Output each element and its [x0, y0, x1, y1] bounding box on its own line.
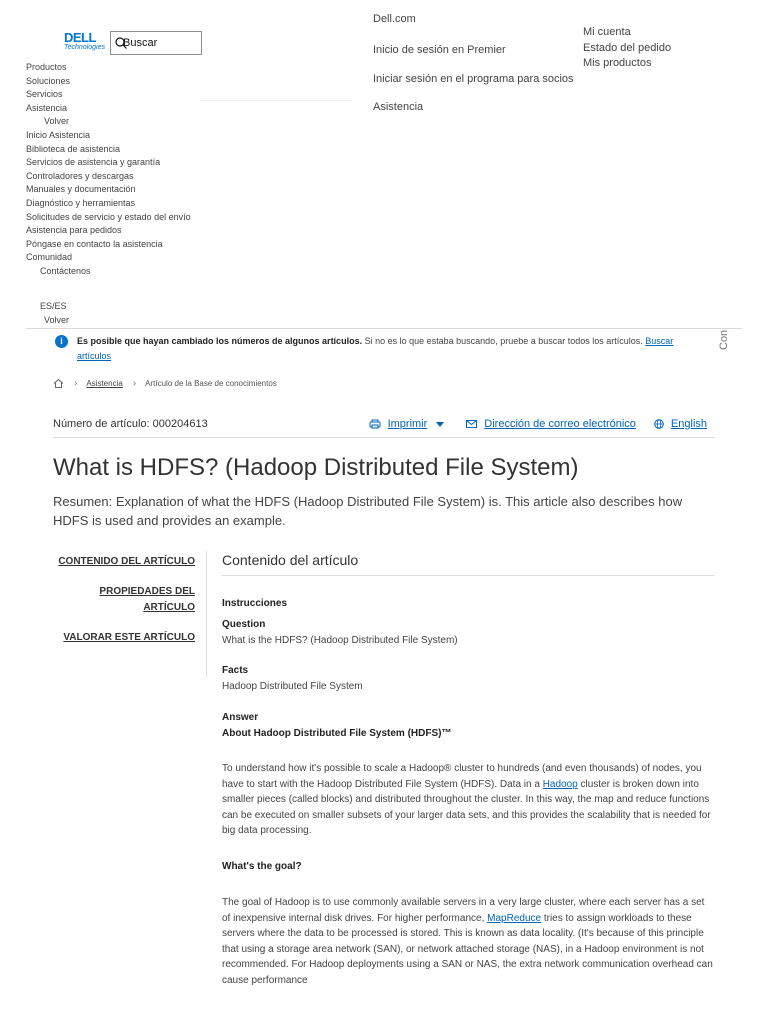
language-button[interactable] [654, 418, 707, 430]
notice-banner [53, 334, 703, 364]
breadcrumb-support[interactable]: Asistencia [86, 379, 123, 388]
paragraph-2 [222, 895, 714, 988]
print-button[interactable] [369, 418, 428, 430]
notice-text [53, 334, 703, 364]
search-input[interactable] [123, 35, 199, 51]
top-cut-link[interactable]: Dell.com [373, 14, 416, 24]
mapreduce-link[interactable]: MapReduce [487, 912, 542, 924]
goal-heading: What's the goal? [222, 861, 302, 872]
nav-contact-us[interactable]: Contáctenos [40, 265, 91, 276]
nav-support-home[interactable]: Inicio Asistencia [26, 129, 91, 140]
faint-divider [200, 100, 352, 101]
nav-services[interactable]: Servicios [26, 89, 63, 100]
brand-sub: Technologies [64, 44, 105, 51]
main-nav [26, 61, 191, 279]
nav-support-services[interactable]: Servicios de asistencia y garantía [26, 157, 161, 168]
order-status-link[interactable]: Estado del pedido [583, 41, 672, 54]
locale-selector[interactable]: ES/ES [40, 301, 67, 311]
p1-text-a: To understand how it's possible to scale a Hadoop® cluster to hundreds (and even thousands) of nodes, you have to start with the Hadoop Distributed File System (HDFS). Data in a [222, 763, 702, 790]
nav-manuals[interactable]: Manuales y documentación [26, 184, 136, 195]
support-link[interactable]: Asistencia [373, 101, 424, 113]
p2-text-a: The goal of Hadoop is to use commonly available servers in a very large cluster, where each server has a set of inexpensive internal disk drives. For higher performance, [222, 897, 705, 924]
email-button[interactable] [466, 418, 636, 430]
article-meta-bar [53, 418, 715, 438]
question-text: What is the HDFS? (Hadoop Distributed File System) [222, 634, 458, 646]
nav-community[interactable]: Comunidad [26, 252, 73, 263]
nav-support-library[interactable]: Biblioteca de asistencia [26, 143, 121, 154]
article-actions [369, 418, 707, 430]
answer-heading: Answer [222, 712, 259, 723]
mail-icon [466, 420, 477, 428]
facts-block [222, 663, 714, 694]
side-tab-label: Con [718, 329, 730, 350]
hadoop-link[interactable]: Hadoop [542, 778, 578, 790]
nav-order-support[interactable]: Asistencia para pedidos [26, 225, 122, 236]
premier-signin-link[interactable]: Inicio de sesión en Premier [373, 44, 506, 56]
nav-drivers[interactable]: Controladores y descargas [26, 170, 134, 181]
article-summary: Resumen: Explanation of what the HDFS (Hadoop Distributed File System) is. This article also describes how HDFS is used and provides an example. [53, 494, 683, 528]
caret-down-icon[interactable] [436, 422, 444, 427]
article-content [222, 550, 714, 986]
my-account-link[interactable]: Mi cuenta [583, 26, 631, 38]
search-all-articles-link[interactable]: Buscar artículos [77, 336, 674, 361]
nav-back[interactable]: Volver [44, 116, 70, 127]
nav-contact-support[interactable]: Póngase en contacto la asistencia [26, 238, 163, 249]
dell-logo[interactable] [64, 32, 106, 54]
content-heading: Contenido del artículo [222, 550, 714, 576]
p1-text-b: cluster is broken down into smaller pieces (called blocks) and distributed throughout the cluster. In this way, the map and reduce functions can be executed on smaller subsets of your larger data sets, and this provides the scalability that is needed for big data processing. [222, 778, 711, 836]
nav-support[interactable]: Asistencia [26, 102, 68, 113]
sidenav-rate-article[interactable]: VALORAR ESTE ARTÍCULO [63, 632, 195, 643]
brand-name: DELL [64, 30, 96, 45]
instructions-heading: Instrucciones [222, 598, 288, 609]
facts-text: Hadoop Distributed File System [222, 680, 363, 692]
globe-icon [654, 419, 664, 429]
print-label: Imprimir [387, 418, 428, 430]
chevron-right-icon: › [74, 378, 78, 389]
nav-back-2[interactable]: Volver [44, 315, 70, 325]
notice-bold: Es posible que hayan cambiado los números de algunos artículos. [77, 336, 363, 346]
answer-subheading: About Hadoop Distributed File System (HDFS)™ [222, 727, 452, 739]
breadcrumb [53, 378, 277, 389]
printer-icon [369, 419, 381, 429]
article-title: What is HDFS? (Hadoop Distributed File System) [53, 454, 579, 481]
chevron-right-icon: › [132, 378, 137, 389]
sidenav-article-content[interactable]: CONTENIDO DEL ARTÍCULO [58, 556, 195, 567]
nav-solutions[interactable]: Soluciones [26, 75, 71, 86]
facts-heading: Facts [222, 665, 249, 676]
nav-service-requests[interactable]: Solicitudes de servicio y estado del envío [26, 211, 191, 222]
email-label: Dirección de correo electrónico [484, 418, 636, 430]
question-heading: Question [222, 619, 266, 630]
p2-text-b: tries to assign workloads to these servers where the data to be processed is stored. This is known as data locality. (It's because of this principle that using a storage area network (SAN), or network attached storage (NAS), in a Hadoop environment is not recommended. For Hadoop deployments using a SAN or NAS, the extra network communication overhead can cause performance [222, 912, 713, 986]
question-block [222, 617, 714, 648]
nav-diagnostics[interactable]: Diagnóstico y herramientas [26, 197, 136, 208]
home-icon[interactable] [53, 378, 64, 389]
side-tab[interactable] [718, 328, 732, 350]
sidenav-article-properties[interactable]: PROPIEDADES DEL ARTÍCULO [99, 586, 195, 613]
notice-body: Si no es lo que estaba buscando, pruebe a buscar todos los artículos. [364, 336, 643, 346]
notice-divider [26, 328, 742, 329]
partner-signin-link[interactable]: Iniciar sesión en el programa para socios [373, 73, 574, 85]
my-products-link[interactable]: Mis productos [583, 57, 652, 69]
article-number: Número de artículo: 000204613 [53, 418, 208, 430]
info-icon: i [55, 335, 68, 348]
account-menu [583, 25, 671, 72]
paragraph-1 [222, 761, 714, 839]
sidenav-divider [206, 551, 207, 677]
breadcrumb-kb-article: Artículo de la Base de conocimientos [145, 379, 277, 388]
language-label: English [670, 418, 707, 430]
answer-block [222, 710, 714, 741]
nav-products[interactable]: Productos [26, 62, 67, 72]
search-box[interactable] [110, 31, 202, 55]
